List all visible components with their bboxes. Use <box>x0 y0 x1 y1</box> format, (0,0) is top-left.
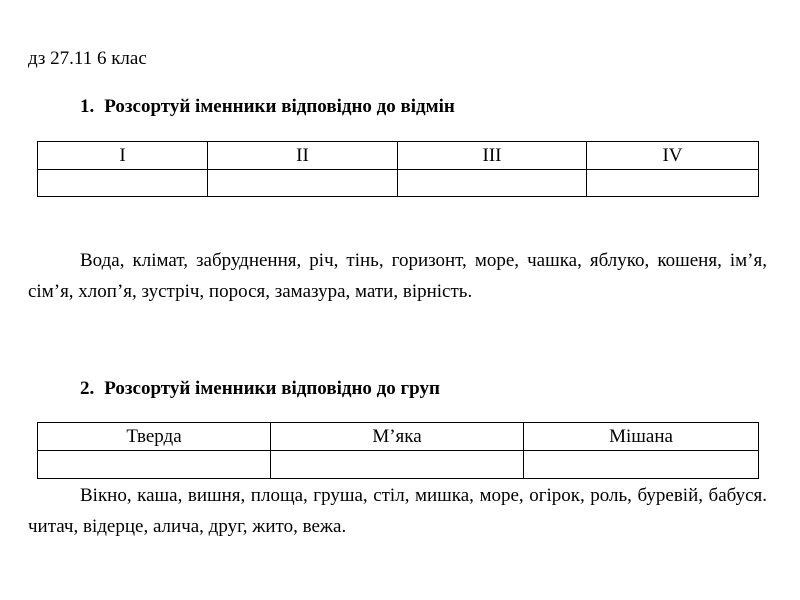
task-2-word-list: Вікно, каша, вишня, площа, груша, стіл, мишка, море, огірок, роль, буревій, бабуся. читач, відерце, алича, друг, жито, вежа. <box>28 485 767 537</box>
group-answer-cell-soft[interactable] <box>271 451 524 479</box>
declension-table-header-row <box>38 142 759 170</box>
task-1-title: Розсортуй іменники відповідно до відмін <box>104 96 455 117</box>
group-table <box>37 422 759 479</box>
declension-answer-cell-1[interactable] <box>38 170 208 197</box>
declension-column-1: I <box>38 142 208 170</box>
declension-answer-cell-4[interactable] <box>587 170 759 197</box>
group-table-header-row <box>38 423 759 451</box>
task-1-number: 1. <box>80 96 95 117</box>
task-2-heading <box>80 378 440 400</box>
declension-table <box>37 141 759 197</box>
task-2-number: 2. <box>80 378 95 399</box>
task-1-word-list: Вода, клімат, забруднення, річ, тінь, горизонт, море, чашка, яблуко, кошеня, ім’я, сім’я, хлоп’я, зустріч, порося, замазура, мати, вірність. <box>28 250 767 302</box>
group-column-hard: Тверда <box>38 423 271 451</box>
task-2-title: Розсортуй іменники відповідно до груп <box>104 378 440 399</box>
document-header: дз 27.11 6 клас <box>28 48 147 69</box>
group-column-soft: М’яка <box>271 423 524 451</box>
group-answer-cell-hard[interactable] <box>38 451 271 479</box>
declension-column-2: II <box>208 142 398 170</box>
declension-answer-cell-2[interactable] <box>208 170 398 197</box>
group-column-mixed: Мішана <box>524 423 759 451</box>
group-table-answer-row <box>38 451 759 479</box>
task-1-heading <box>80 96 455 118</box>
group-answer-cell-mixed[interactable] <box>524 451 759 479</box>
declension-table-answer-row <box>38 170 759 197</box>
declension-column-4: IV <box>587 142 759 170</box>
declension-column-3: III <box>398 142 587 170</box>
declension-answer-cell-3[interactable] <box>398 170 587 197</box>
